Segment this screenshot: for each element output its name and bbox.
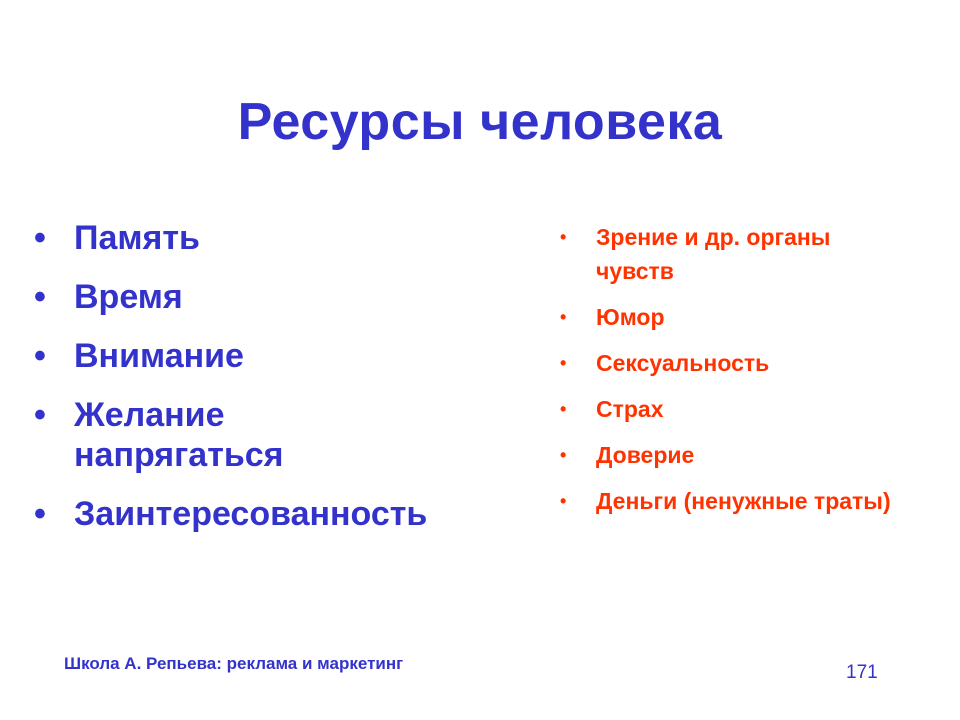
slide-title: Ресурсы человека (237, 93, 723, 151)
bullet-icon: • (560, 353, 567, 373)
page-number: 171 (846, 662, 878, 683)
list-item (556, 392, 936, 426)
list-item (34, 336, 374, 376)
list-item-label: Желание напрягаться (74, 396, 284, 474)
list-item-label: Время (74, 278, 183, 316)
list-item-label: Доверие (596, 442, 695, 468)
list-item-label: Зрение и др. органы чувств (596, 224, 831, 284)
right-bullet-list (556, 220, 936, 530)
bullet-icon: • (560, 307, 567, 327)
bullet-icon: • (560, 227, 567, 247)
list-item (556, 438, 936, 472)
bullet-icon: • (34, 337, 46, 375)
list-item (556, 300, 936, 334)
bullet-icon: • (34, 396, 46, 434)
list-item-label: Память (74, 219, 200, 257)
list-item (34, 218, 374, 258)
list-item (34, 395, 374, 475)
bullet-icon: • (560, 445, 567, 465)
bullet-icon: • (34, 278, 46, 316)
list-item (556, 484, 896, 518)
slide-footer: Школа А. Репьева: реклама и маркетинг (64, 654, 404, 673)
bullet-icon: • (34, 219, 46, 257)
list-item-label: Юмор (596, 304, 665, 330)
list-item (556, 346, 936, 380)
list-item (34, 277, 374, 317)
list-item-label: Страх (596, 396, 664, 422)
bullet-icon: • (34, 495, 46, 533)
list-item (34, 494, 534, 534)
list-item-label: Внимание (74, 337, 244, 375)
list-item-label: Заинтересованность (74, 495, 428, 533)
bullet-icon: • (560, 491, 567, 511)
bullet-icon: • (560, 399, 567, 419)
left-bullet-list (34, 218, 534, 553)
list-item (556, 220, 896, 288)
list-item-label: Деньги (ненужные траты) (596, 488, 891, 514)
list-item-label: Сексуальность (596, 350, 770, 376)
